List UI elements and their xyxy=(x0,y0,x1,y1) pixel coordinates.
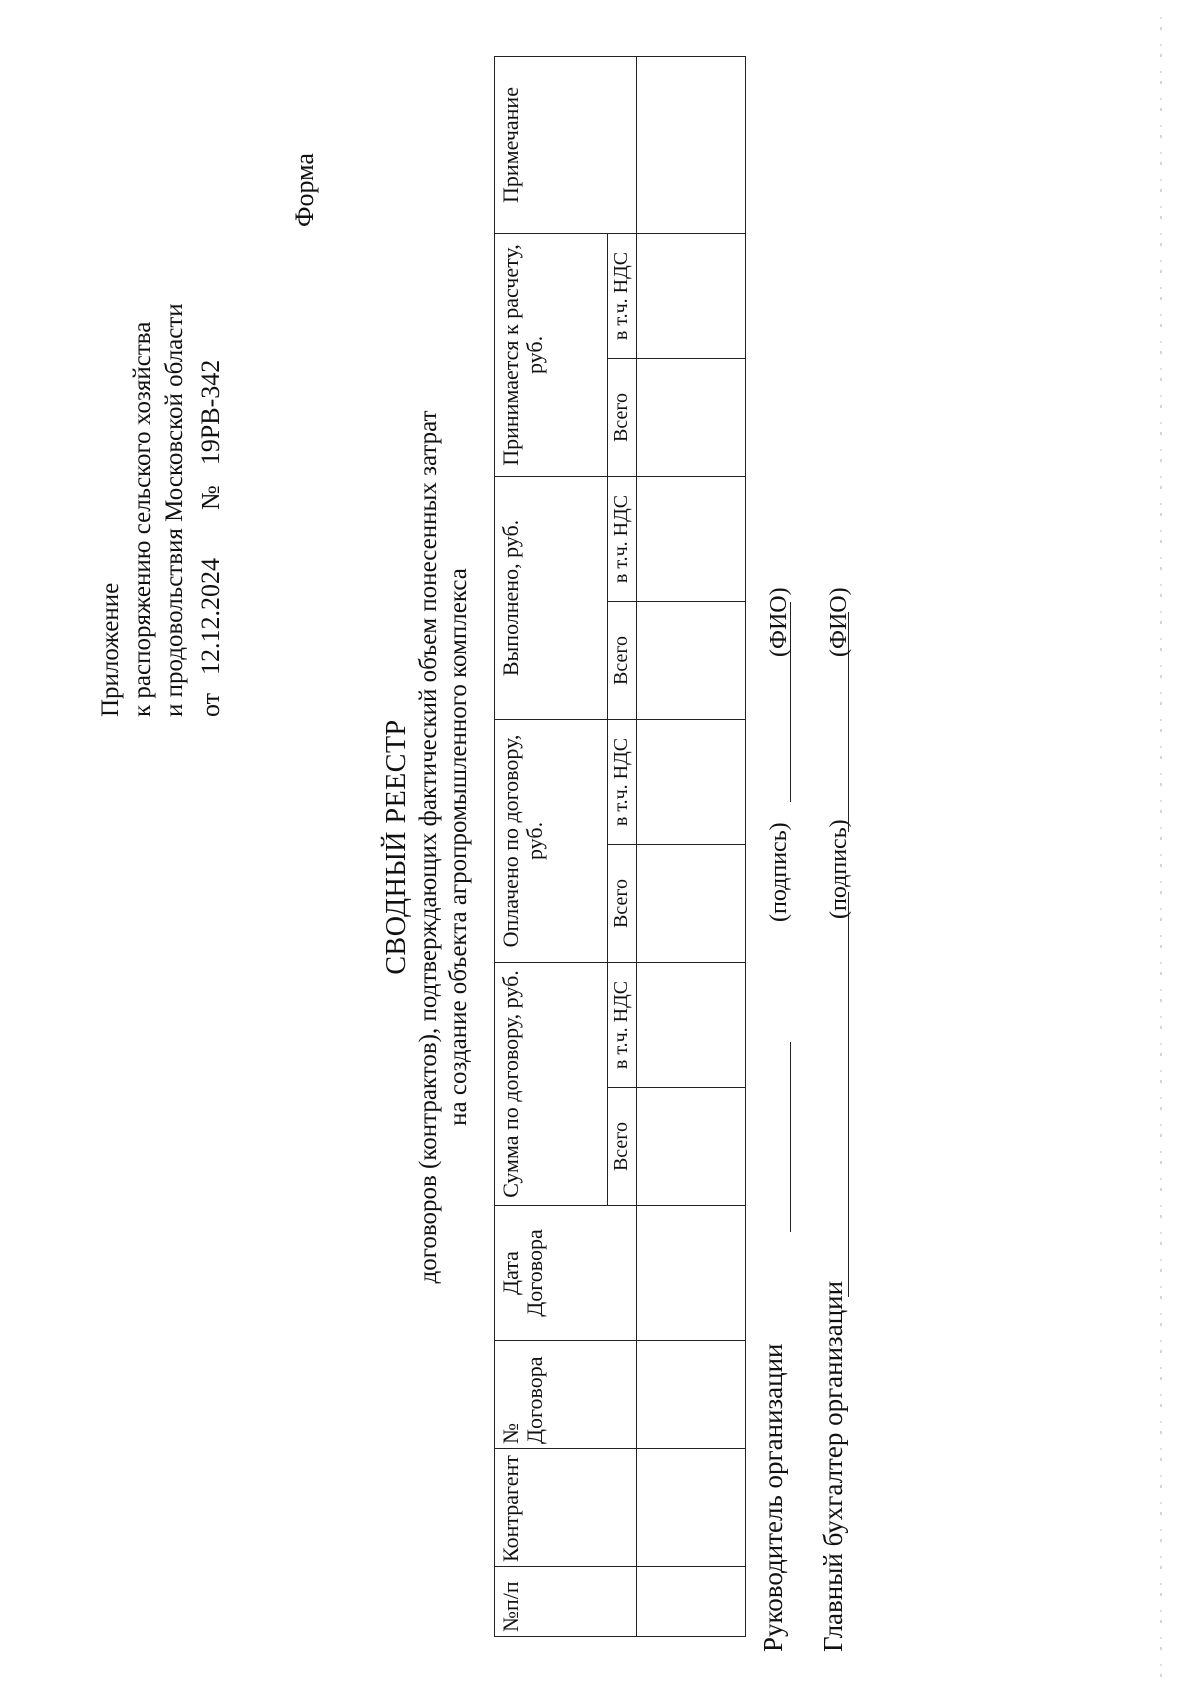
header-paid: Оплачено по договору, руб. xyxy=(495,719,608,962)
header-note: Примечание xyxy=(495,56,637,233)
subheader-sum-total: Всего xyxy=(608,1088,637,1206)
table-cell xyxy=(637,358,746,476)
table-cell xyxy=(637,1206,746,1341)
appendix-block xyxy=(95,37,227,717)
subheader-accepted-vat: в т.ч. НДС xyxy=(608,233,637,358)
accountant-name-caption: (ФИО) xyxy=(826,587,852,657)
appendix-line-3: и продовольствия Московской области xyxy=(161,303,188,717)
subheader-accepted-total: Всего xyxy=(608,358,637,476)
accountant-signature-label: Главный бухгалтер организации xyxy=(818,1280,848,1652)
head-signature-caption: (подпись) xyxy=(766,822,792,922)
registry-table xyxy=(494,56,746,1637)
appendix-number-sign: № xyxy=(196,485,225,510)
table-cell xyxy=(637,476,746,601)
document-subtitle-2: на создание объекта агропромышленного комплекса xyxy=(445,568,472,1126)
table-cell xyxy=(637,962,746,1087)
form-label: Форма xyxy=(290,153,319,227)
accountant-signature-line xyxy=(848,892,849,1297)
appendix-reference xyxy=(195,37,227,717)
table-cell xyxy=(637,1088,746,1206)
head-signature-line xyxy=(790,1042,791,1232)
subheader-paid-vat: в т.ч. НДС xyxy=(608,719,637,844)
appendix-line-2: к распоряжению сельского хозяйства xyxy=(129,321,156,717)
subheader-paid-total: Всего xyxy=(608,844,637,962)
table-cell xyxy=(637,233,746,358)
accountant-signature-caption: (подпись) xyxy=(826,819,852,919)
table-row xyxy=(637,56,746,1636)
appendix-date: 12.12.2024 xyxy=(196,557,225,675)
table-cell xyxy=(637,56,746,233)
appendix-line-1: Приложение xyxy=(97,582,124,717)
header-contract-no: № Договора xyxy=(495,1341,637,1449)
title-block xyxy=(380,197,474,1497)
subheader-sum-vat: в т.ч. НДС xyxy=(608,962,637,1087)
appendix-number: 19РВ-342 xyxy=(196,359,225,466)
table-cell xyxy=(637,844,746,962)
appendix-date-prefix: от xyxy=(196,692,225,717)
subheader-done-vat: в т.ч. НДС xyxy=(608,476,637,601)
scan-edge-noise xyxy=(1160,17,1162,1677)
subheader-done-total: Всего xyxy=(608,601,637,719)
header-accepted: Принимается к расчету, руб. xyxy=(495,233,608,476)
header-num: №п/п xyxy=(495,1567,637,1637)
header-done: Выполнено, руб. xyxy=(495,476,608,719)
head-signature-label: Руководитель организации xyxy=(758,1343,788,1652)
table-cell xyxy=(637,1449,746,1567)
header-contract-sum: Сумма по договору, руб. xyxy=(495,962,608,1205)
document-title: СВОДНЫЙ РЕЕСТР xyxy=(381,719,412,975)
table-cell xyxy=(637,1341,746,1449)
head-name-caption: (ФИО) xyxy=(766,587,792,657)
table-cell xyxy=(637,1567,746,1637)
table-cell xyxy=(637,719,746,844)
header-contract-date: Дата Договора xyxy=(495,1206,637,1341)
document-subtitle-1: договоров (контрактов), подтверждающих фактический объем понесенных затрат xyxy=(415,410,442,1284)
table-cell xyxy=(637,601,746,719)
header-contractor: Контрагент xyxy=(495,1449,637,1567)
